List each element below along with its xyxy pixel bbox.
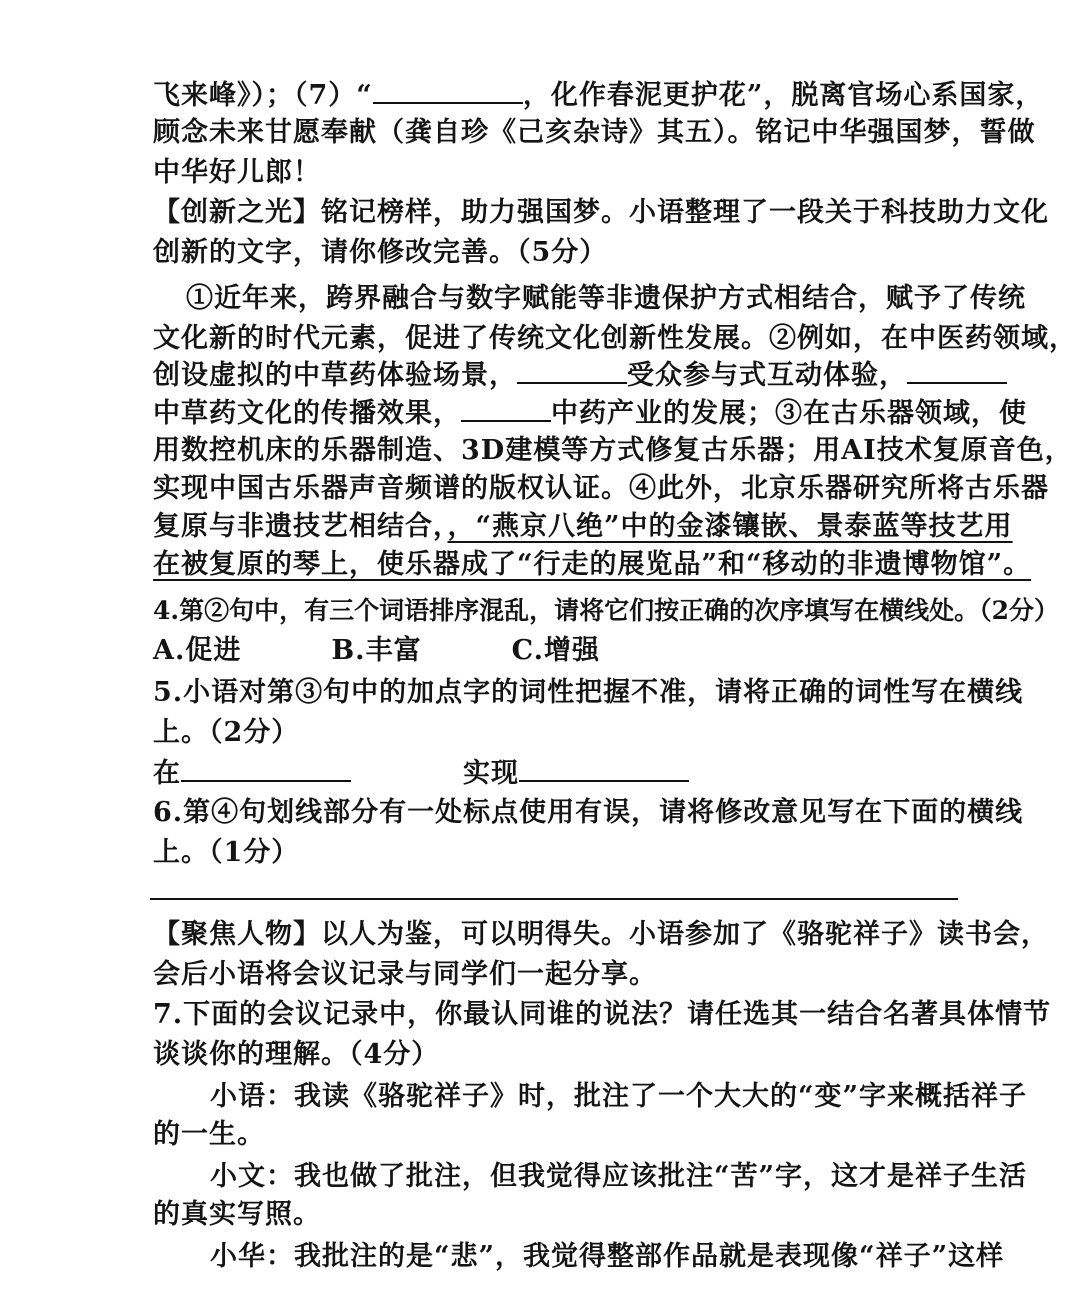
word-shixian-label: 实现 xyxy=(463,758,519,789)
passage-line-7 xyxy=(153,510,1013,544)
question-6-line-2: 上。（1分） xyxy=(153,837,300,868)
intro-line-1 xyxy=(153,78,1043,113)
passage-line-2: 文化新的时代元素，促进了传统文化创新性发展。②例如，在中医药领域， xyxy=(153,323,1077,354)
answer-blank-shixian[interactable] xyxy=(519,756,689,782)
question-4: 4.第②句中，有三个词语排序混乱，请将它们按正确的次序填写在横线处。（2分） xyxy=(153,596,1059,625)
word-zai-label: 在 xyxy=(153,758,181,789)
underlined-sentence-part-1: ，“燕京八绝”中的金漆镶嵌、景泰蓝等技艺用 xyxy=(447,511,1013,542)
intro-line-1-start: 飞来峰》）；（7）“ xyxy=(153,80,373,111)
question-7-line-1: 7.下面的会议记录中，你最认同谁的说法？请任选其一结合名著具体情节 xyxy=(153,999,1052,1030)
option-c: C.增强 xyxy=(511,635,601,666)
passage-line-3 xyxy=(153,358,1007,393)
minutes-xiaohua-1: 小华：我批注的是“悲”，我觉得整部作品就是表现像“祥子”这样 xyxy=(210,1241,1005,1272)
underlined-sentence-part-2: 在被复原的琴上，使乐器成了“行走的展览品”和“移动的非遗博物馆”。 xyxy=(153,549,1032,580)
minutes-xiaowen-2: 的真实写照。 xyxy=(153,1199,321,1230)
passage-line-4 xyxy=(153,396,1027,431)
intro-line-1-end: ，化作春泥更护花”，脱离官场心系国家， xyxy=(522,80,1044,111)
intro-line-3: 中华好儿郎！ xyxy=(153,157,321,188)
answer-line-q6[interactable] xyxy=(150,898,958,900)
innovation-heading-1: 【创新之光】铭记榜样，助力强国梦。小语整理了一段关于科技助力文化 xyxy=(153,197,1049,228)
focus-heading-1: 【聚焦人物】以人为鉴，可以明得失。小语参加了《骆驼祥子》读书会， xyxy=(153,919,1049,950)
question-5-line-1: 5.小语对第③句中的加点字的词性把握不准，请将正确的词性写在横线 xyxy=(153,677,1024,708)
question-7-line-2: 谈谈你的理解。（4分） xyxy=(153,1039,440,1070)
intro-line-2: 顾念未来甘愿奉献（龚自珍《己亥杂诗》其五）。铭记中华强国梦，誓做 xyxy=(153,117,1036,148)
passage-line-3-end: 受众参与式互动体验， xyxy=(627,360,907,391)
innovation-heading-2: 创新的文字，请你修改完善。（5分） xyxy=(153,237,608,268)
focus-heading-2: 会后小语将会议记录与同学们一起分享。 xyxy=(153,959,657,990)
answer-blank-zai[interactable] xyxy=(181,756,351,782)
answer-blank-q4-3[interactable] xyxy=(461,396,551,422)
question-6-line-1: 6.第④句划线部分有一处标点使用有误，请将修改意见写在下面的横线 xyxy=(153,797,1024,828)
minutes-xiaowen-1: 小文：我也做了批注，但我觉得应该批注“苦”字，这才是祥子生活 xyxy=(210,1161,1028,1192)
passage-line-3-start: 创设虚拟的中草药体验场景， xyxy=(153,360,517,391)
passage-line-7-start: 复原与非遗技艺相结合， xyxy=(153,511,448,542)
question-4-options xyxy=(153,634,690,668)
passage-line-4-start: 中草药文化的传播效果， xyxy=(153,398,461,429)
answer-blank-q4-1[interactable] xyxy=(517,358,627,384)
question-5-answers xyxy=(153,756,689,791)
passage-line-1: ①近年来，跨界融合与数字赋能等非遗保护方式相结合，赋予了传统 xyxy=(186,283,1026,314)
option-b: B.丰富 xyxy=(331,635,422,666)
question-5-line-2: 上。（2分） xyxy=(153,717,300,748)
passage-line-6: 实现中国古乐器声音频谱的版权认证。④此外，北京乐器研究所将古乐器 xyxy=(153,473,1049,504)
answer-blank-q4-2[interactable] xyxy=(907,358,1007,384)
option-a: A.促进 xyxy=(153,635,242,666)
answer-blank-poem[interactable] xyxy=(373,78,523,104)
passage-line-4-end: 中药产业的发展；③在古乐器领域，使 xyxy=(551,398,1027,429)
passage-line-5: 用数控机床的乐器制造、3D建模等方式修复古乐器；用AI技术复原音色， xyxy=(153,435,1073,466)
minutes-xiaoyu-2: 的一生。 xyxy=(153,1119,265,1150)
minutes-xiaoyu-1: 小语：我读《骆驼祥子》时，批注了一个大大的“变”字来概括祥子 xyxy=(210,1081,1028,1112)
